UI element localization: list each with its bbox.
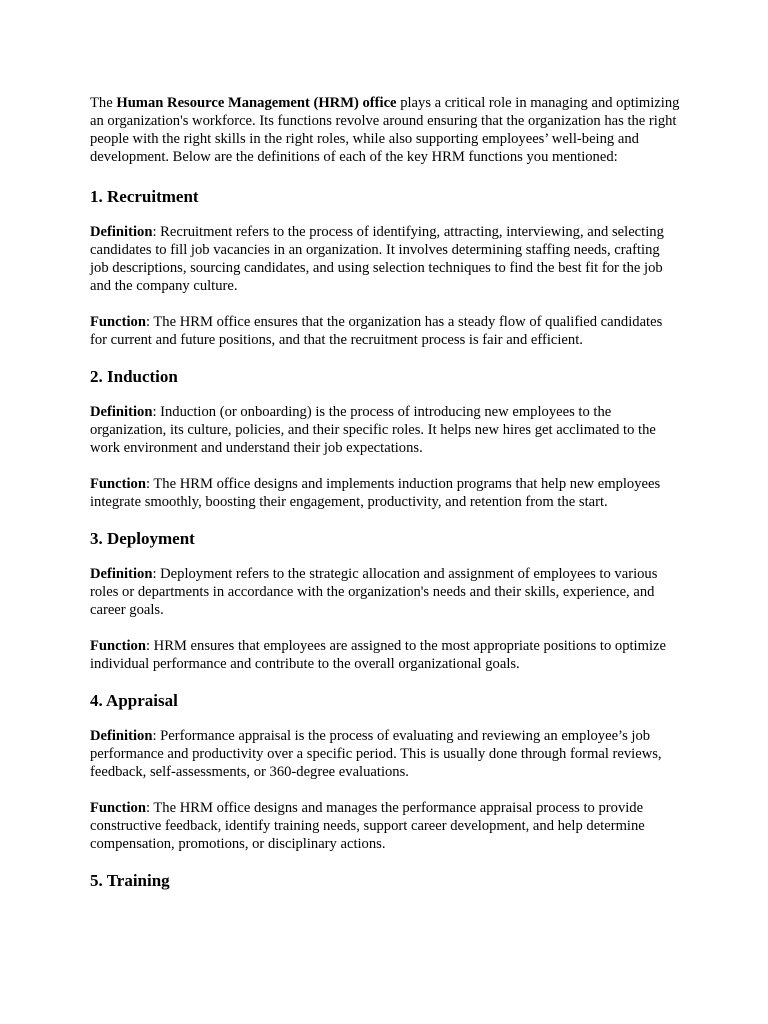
- section-heading-recruitment: 1. Recruitment: [90, 187, 199, 206]
- definition-label: Definition: [90, 404, 153, 420]
- deployment-definition: [90, 565, 680, 619]
- intro-text: plays a critical role in managing and optimizing an organization's workforce. Its functions revolve around ensuring that the organization has the right people with the right skills in the right roles, while also supporting employees’ well-being and development. Below are the definitions of each of the key HRM functions you mentioned:: [90, 95, 680, 165]
- function-text: : HRM ensures that employees are assigned to the most appropriate positions to optimize individual performance and contribute to the overall organizational goals.: [90, 638, 666, 672]
- recruitment-definition: [90, 223, 680, 295]
- section-heading-appraisal: 4. Appraisal: [90, 691, 178, 710]
- intro-paragraph: [90, 94, 680, 166]
- function-label: Function: [90, 800, 146, 816]
- recruitment-function: [90, 313, 680, 349]
- function-text: : The HRM office designs and manages the performance appraisal process to provide constructive feedback, identify training needs, support career development, and help determine compensation, promotions, or disciplinary actions.: [90, 800, 645, 852]
- section-heading-deployment: 3. Deployment: [90, 529, 195, 548]
- document-page: [90, 94, 680, 907]
- induction-definition: [90, 403, 680, 457]
- function-text: : The HRM office designs and implements induction programs that help new employees integrate smoothly, boosting their engagement, productivity, and retention from the start.: [90, 476, 661, 510]
- appraisal-definition: [90, 727, 680, 781]
- definition-text: : Deployment refers to the strategic allocation and assignment of employees to various roles or departments in accordance with the organization's needs and their skills, experience, and career goals.: [90, 566, 658, 618]
- function-label: Function: [90, 314, 146, 330]
- appraisal-function: [90, 799, 680, 853]
- intro-bold-term: Human Resource Management (HRM) office: [116, 95, 397, 111]
- definition-text: : Induction (or onboarding) is the process of introducing new employees to the organization, its culture, policies, and their specific roles. It helps new hires get acclimated to the work environment and understand their job expectations.: [90, 404, 656, 456]
- section-heading-induction: 2. Induction: [90, 367, 178, 386]
- section-heading-training: 5. Training: [90, 871, 170, 890]
- definition-text: : Performance appraisal is the process of evaluating and reviewing an employee’s job performance and productivity over a specific period. This is usually done through formal reviews, feedback, self-assessments, or 360-degree evaluations.: [90, 728, 662, 780]
- deployment-function: [90, 637, 680, 673]
- definition-label: Definition: [90, 224, 153, 240]
- definition-label: Definition: [90, 728, 153, 744]
- definition-text: : Recruitment refers to the process of identifying, attracting, interviewing, and selecting candidates to fill job vacancies in an organization. It involves determining staffing needs, crafting job descriptions, sourcing candidates, and using selection techniques to find the best fit for the job and the company culture.: [90, 224, 664, 294]
- intro-prefix: The: [90, 95, 117, 111]
- function-label: Function: [90, 476, 146, 492]
- function-label: Function: [90, 638, 146, 654]
- function-text: : The HRM office ensures that the organization has a steady flow of qualified candidates for current and future positions, and that the recruitment process is fair and efficient.: [90, 314, 663, 348]
- definition-label: Definition: [90, 566, 153, 582]
- induction-function: [90, 475, 680, 511]
